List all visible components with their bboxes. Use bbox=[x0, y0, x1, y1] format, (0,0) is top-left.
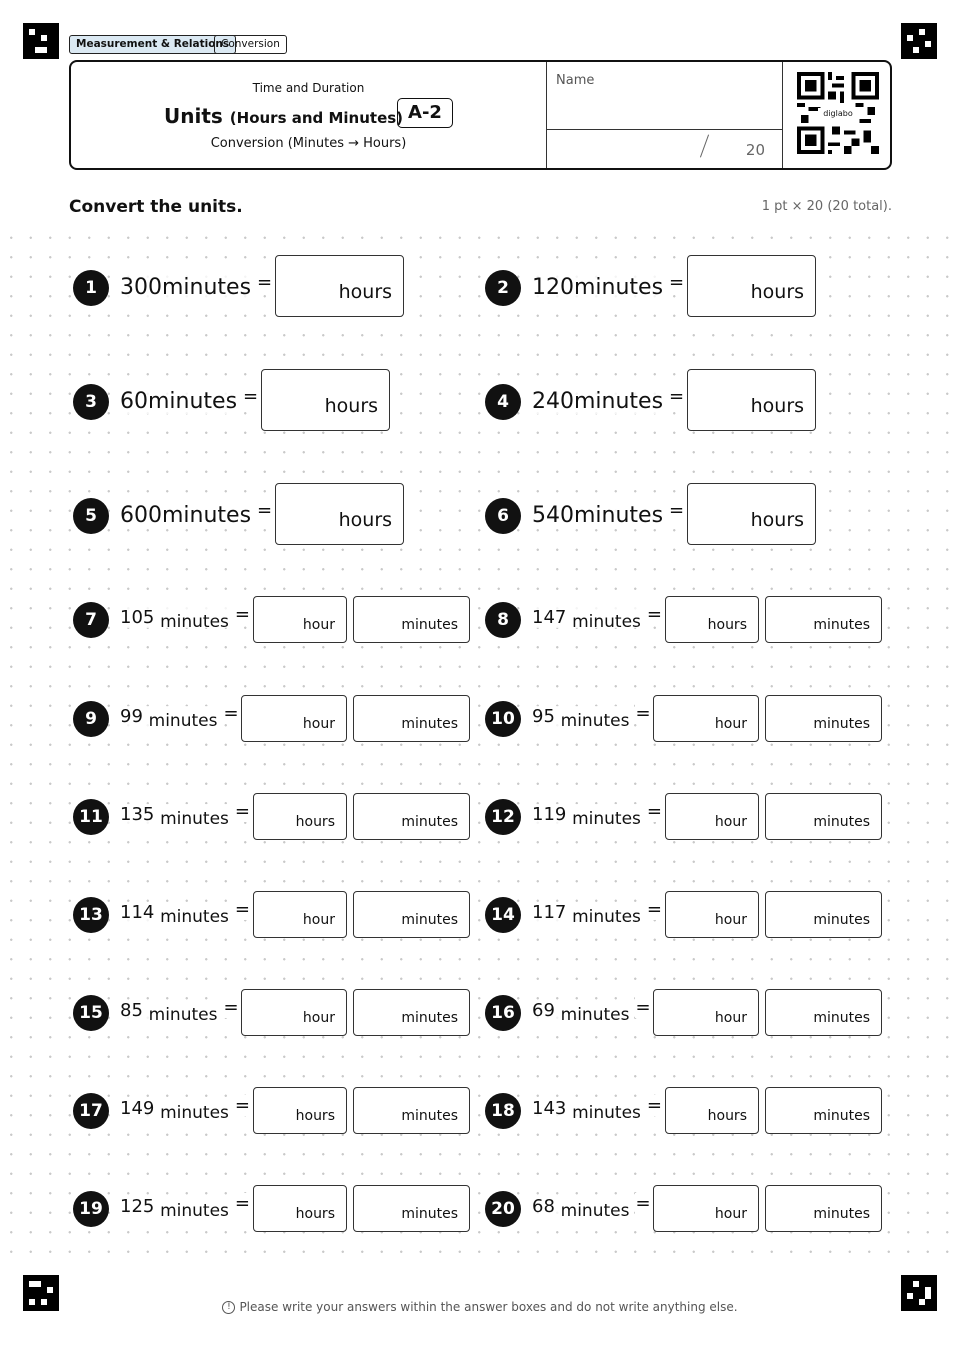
equals-sign: = bbox=[223, 997, 239, 1018]
answer-unit-hours: hour bbox=[302, 716, 335, 732]
problem-quantity bbox=[532, 389, 663, 414]
answer-box-minutes[interactable] bbox=[765, 1087, 882, 1134]
answer-unit: hours bbox=[750, 395, 805, 417]
quantity-unit: minutes bbox=[148, 711, 218, 731]
problem-quantity bbox=[532, 1000, 630, 1025]
worksheet-code: A-2 bbox=[397, 98, 453, 128]
points-info: 1 pt × 20 (20 total). bbox=[761, 199, 892, 214]
answer-box-minutes[interactable] bbox=[353, 596, 470, 643]
qr-area bbox=[782, 62, 891, 168]
quantity-unit: minutes bbox=[148, 1005, 218, 1025]
answer-box-minutes[interactable] bbox=[353, 1185, 470, 1232]
quantity-value: 69 bbox=[532, 1000, 555, 1021]
answer-box-minutes[interactable] bbox=[765, 793, 882, 840]
problem-number: 6 bbox=[485, 498, 521, 534]
problem-number: 16 bbox=[485, 995, 521, 1031]
problem-quantity bbox=[120, 389, 237, 414]
answer-unit: hours bbox=[324, 395, 379, 417]
problem-number: 2 bbox=[485, 270, 521, 306]
equals-sign: = bbox=[646, 899, 663, 920]
answer-unit: hours bbox=[750, 509, 805, 531]
problem-number: 10 bbox=[485, 701, 521, 737]
category-tag: Measurement & Relations bbox=[69, 35, 236, 54]
title-main: Units bbox=[164, 104, 223, 128]
equals-sign: = bbox=[223, 703, 239, 724]
quantity-value: 119 bbox=[532, 804, 567, 825]
answer-unit-minutes: minutes bbox=[401, 912, 458, 928]
equals-sign: = bbox=[234, 604, 251, 625]
problem-quantity bbox=[120, 503, 251, 528]
equals-sign: = bbox=[635, 703, 651, 724]
answer-unit-hours: hour bbox=[302, 1010, 335, 1026]
instructions: Convert the units. bbox=[69, 197, 247, 217]
corner-marker-top-right bbox=[901, 23, 937, 59]
problem-number: 19 bbox=[73, 1191, 109, 1227]
worksheet-title bbox=[164, 104, 403, 128]
divider bbox=[547, 129, 783, 130]
answer-box[interactable] bbox=[261, 369, 390, 431]
answer-box-hours[interactable] bbox=[253, 793, 347, 840]
worksheet-subtitle: Time and Duration bbox=[252, 81, 365, 95]
answer-box-hours[interactable] bbox=[665, 596, 759, 643]
answer-unit: hours bbox=[338, 509, 393, 531]
quantity-value: 540minutes bbox=[532, 503, 664, 528]
answer-unit-minutes: minutes bbox=[401, 716, 458, 732]
answer-box-hours[interactable] bbox=[253, 596, 347, 643]
equals-sign: = bbox=[234, 899, 251, 920]
answer-box-hours[interactable] bbox=[241, 989, 347, 1036]
quantity-unit: minutes bbox=[560, 1201, 630, 1221]
answer-unit-hours: hour bbox=[714, 912, 747, 928]
answer-unit-minutes: minutes bbox=[813, 814, 870, 830]
answer-box-minutes[interactable] bbox=[765, 891, 882, 938]
answer-box-minutes[interactable] bbox=[353, 1087, 470, 1134]
problem-quantity bbox=[532, 503, 663, 528]
answer-unit-minutes: minutes bbox=[401, 617, 458, 633]
quantity-unit: minutes bbox=[560, 1005, 630, 1025]
answer-unit-hours: hour bbox=[714, 814, 747, 830]
equals-sign: = bbox=[669, 500, 685, 521]
answer-box-hours[interactable] bbox=[253, 1185, 347, 1232]
footer-text: Please write your answers within the answer boxes and do not write anything else. bbox=[239, 1300, 738, 1314]
problem-quantity bbox=[120, 1098, 229, 1123]
answer-box-hours[interactable] bbox=[253, 891, 347, 938]
problem-quantity bbox=[120, 706, 218, 731]
title-paren: (Hours and Minutes) bbox=[229, 109, 404, 127]
problem-quantity bbox=[532, 1098, 641, 1123]
quantity-value: 68 bbox=[532, 1196, 555, 1217]
answer-box-minutes[interactable] bbox=[353, 891, 470, 938]
answer-unit-minutes: minutes bbox=[813, 1206, 870, 1222]
answer-unit-minutes: minutes bbox=[401, 814, 458, 830]
answer-unit-hours: hours bbox=[295, 1206, 335, 1222]
problem-number: 15 bbox=[73, 995, 109, 1031]
quantity-value: 149 bbox=[120, 1098, 155, 1119]
equals-sign: = bbox=[646, 604, 663, 625]
answer-unit-hours: hour bbox=[714, 1010, 747, 1026]
score-total: 20 bbox=[745, 141, 765, 159]
equals-sign: = bbox=[234, 1095, 251, 1116]
problem-number: 8 bbox=[485, 602, 521, 638]
quantity-value: 135 bbox=[120, 804, 155, 825]
problem-quantity bbox=[532, 902, 641, 927]
equals-sign: = bbox=[234, 1193, 251, 1214]
answer-box-hours[interactable] bbox=[665, 793, 759, 840]
problem-number: 20 bbox=[485, 1191, 521, 1227]
footer-note bbox=[0, 1300, 960, 1314]
problem-number: 14 bbox=[485, 897, 521, 933]
equals-sign: = bbox=[646, 1095, 663, 1116]
problem-quantity bbox=[120, 1196, 229, 1221]
problem-number: 4 bbox=[485, 384, 521, 420]
quantity-unit: minutes bbox=[160, 907, 229, 927]
quantity-value: 95 bbox=[532, 706, 555, 727]
quantity-value: 125 bbox=[120, 1196, 155, 1217]
answer-box[interactable] bbox=[687, 483, 816, 545]
quantity-value: 240minutes bbox=[532, 389, 664, 414]
answer-unit-minutes: minutes bbox=[813, 1010, 870, 1026]
quantity-unit: minutes bbox=[160, 809, 229, 829]
answer-box-hours[interactable] bbox=[665, 1087, 759, 1134]
equals-sign: = bbox=[257, 500, 273, 521]
answer-unit-hours: hours bbox=[707, 617, 747, 633]
answer-unit-minutes: minutes bbox=[401, 1108, 458, 1124]
quantity-value: 60minutes bbox=[120, 389, 238, 414]
answer-unit-hours: hour bbox=[714, 1206, 747, 1222]
name-label: Name bbox=[556, 73, 595, 88]
answer-box-minutes[interactable] bbox=[765, 989, 882, 1036]
problem-number: 13 bbox=[73, 897, 109, 933]
answer-unit-hours: hour bbox=[302, 912, 335, 928]
subcategory-tag: Conversion bbox=[214, 35, 287, 54]
problem-quantity bbox=[532, 804, 641, 829]
quantity-value: 114 bbox=[120, 902, 155, 923]
answer-box[interactable] bbox=[275, 255, 404, 317]
worksheet-header bbox=[69, 60, 892, 170]
equals-sign: = bbox=[635, 997, 651, 1018]
answer-unit-hours: hours bbox=[295, 1108, 335, 1124]
answer-box[interactable] bbox=[687, 255, 816, 317]
answer-box-hours[interactable] bbox=[653, 989, 759, 1036]
quantity-value: 600minutes bbox=[120, 503, 252, 528]
answer-unit: hours bbox=[750, 281, 805, 303]
answer-unit-hours: hours bbox=[295, 814, 335, 830]
problem-number: 5 bbox=[73, 498, 109, 534]
problem-quantity bbox=[532, 1196, 630, 1221]
problem-quantity bbox=[120, 902, 229, 927]
score-slash bbox=[700, 135, 709, 158]
equals-sign: = bbox=[243, 386, 259, 407]
qr-code-icon bbox=[797, 72, 879, 154]
quantity-value: 147 bbox=[532, 607, 567, 628]
answer-box-hours[interactable] bbox=[653, 1185, 759, 1232]
quantity-unit: minutes bbox=[572, 612, 641, 632]
problem-number: 18 bbox=[485, 1093, 521, 1129]
answer-box-minutes[interactable] bbox=[353, 695, 470, 742]
corner-marker-top-left bbox=[23, 23, 59, 59]
quantity-unit: minutes bbox=[572, 907, 641, 927]
equals-sign: = bbox=[669, 272, 685, 293]
answer-box-minutes[interactable] bbox=[765, 1185, 882, 1232]
worksheet-description: Conversion (Minutes → Hours) bbox=[210, 136, 407, 151]
quantity-unit: minutes bbox=[572, 1103, 641, 1123]
problem-quantity bbox=[532, 275, 663, 300]
problem-number: 3 bbox=[73, 384, 109, 420]
answer-box-hours[interactable] bbox=[241, 695, 347, 742]
answer-unit-minutes: minutes bbox=[813, 617, 870, 633]
quantity-unit: minutes bbox=[160, 1201, 229, 1221]
name-field[interactable] bbox=[546, 62, 783, 168]
quantity-unit: minutes bbox=[572, 809, 641, 829]
quantity-value: 105 bbox=[120, 607, 155, 628]
answer-unit-minutes: minutes bbox=[401, 1206, 458, 1222]
quantity-value: 85 bbox=[120, 1000, 143, 1021]
quantity-value: 99 bbox=[120, 706, 143, 727]
answer-unit-minutes: minutes bbox=[813, 1108, 870, 1124]
answer-box[interactable] bbox=[687, 369, 816, 431]
quantity-value: 300minutes bbox=[120, 275, 252, 300]
equals-sign: = bbox=[646, 801, 663, 822]
answer-unit: hours bbox=[338, 281, 393, 303]
answer-box[interactable] bbox=[275, 483, 404, 545]
problem-quantity bbox=[532, 607, 641, 632]
problem-quantity bbox=[120, 804, 229, 829]
problem-quantity bbox=[120, 607, 229, 632]
answer-unit-hours: hours bbox=[707, 1108, 747, 1124]
answer-unit-minutes: minutes bbox=[813, 716, 870, 732]
equals-sign: = bbox=[257, 272, 273, 293]
problem-number: 1 bbox=[73, 270, 109, 306]
answer-box-hours[interactable] bbox=[665, 891, 759, 938]
equals-sign: = bbox=[635, 1193, 651, 1214]
answer-unit-hours: hour bbox=[302, 617, 335, 633]
answer-unit-hours: hour bbox=[714, 716, 747, 732]
equals-sign: = bbox=[234, 801, 251, 822]
problem-number: 11 bbox=[73, 799, 109, 835]
quantity-unit: minutes bbox=[160, 612, 229, 632]
equals-sign: = bbox=[669, 386, 685, 407]
quantity-unit: minutes bbox=[160, 1103, 229, 1123]
problem-quantity bbox=[120, 1000, 218, 1025]
answer-box-hours[interactable] bbox=[653, 695, 759, 742]
info-icon: ! bbox=[222, 1301, 235, 1314]
answer-unit-minutes: minutes bbox=[401, 1010, 458, 1026]
problem-number: 17 bbox=[73, 1093, 109, 1129]
problem-quantity bbox=[120, 275, 251, 300]
problem-number: 12 bbox=[485, 799, 521, 835]
quantity-value: 120minutes bbox=[532, 275, 664, 300]
problem-number: 7 bbox=[73, 602, 109, 638]
answer-box-minutes[interactable] bbox=[353, 989, 470, 1036]
answer-box-minutes[interactable] bbox=[765, 596, 882, 643]
quantity-value: 117 bbox=[532, 902, 567, 923]
answer-box-minutes[interactable] bbox=[765, 695, 882, 742]
quantity-value: 143 bbox=[532, 1098, 567, 1119]
problem-quantity bbox=[532, 706, 630, 731]
answer-box-hours[interactable] bbox=[253, 1087, 347, 1134]
answer-unit-minutes: minutes bbox=[813, 912, 870, 928]
problem-number: 9 bbox=[73, 701, 109, 737]
quantity-unit: minutes bbox=[560, 711, 630, 731]
qr-label: diglabo bbox=[818, 108, 858, 119]
answer-box-minutes[interactable] bbox=[353, 793, 470, 840]
title-block bbox=[71, 62, 546, 168]
